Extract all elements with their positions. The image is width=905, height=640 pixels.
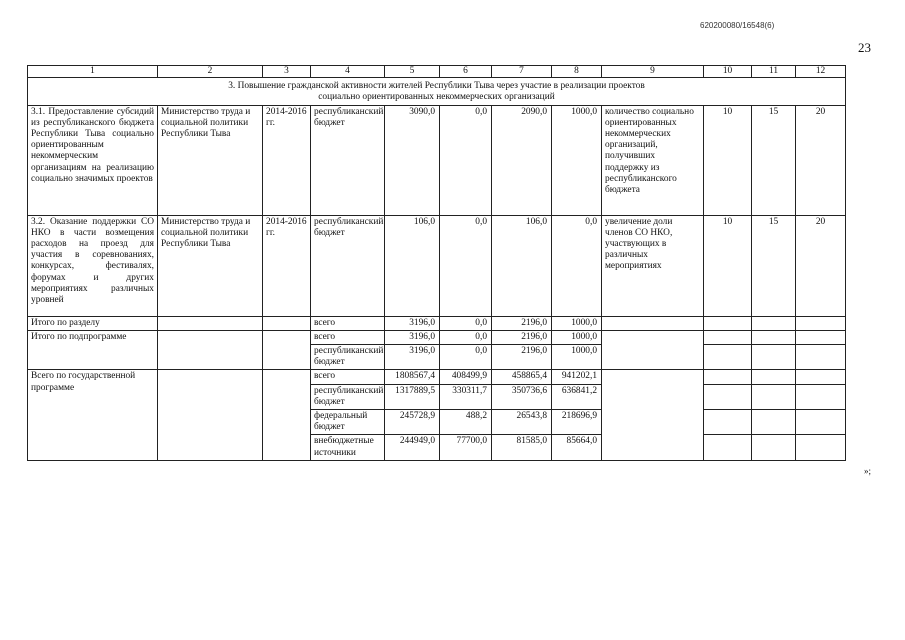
amount-2014: 330311,7 — [440, 384, 492, 409]
amount-2014: 0,0 — [440, 215, 492, 316]
col-header: 11 — [752, 66, 796, 78]
amount-2015: 2196,0 — [492, 345, 552, 370]
amount-2016: 1000,0 — [552, 316, 602, 330]
amount-2016: 636841,2 — [552, 384, 602, 409]
amount-2016: 0,0 — [552, 215, 602, 316]
col-header: 8 — [552, 66, 602, 78]
funding-source: внебюджетные источники — [311, 435, 385, 460]
table-row — [28, 105, 846, 215]
funding-source: всего — [311, 316, 385, 330]
amount-total: 3196,0 — [385, 330, 440, 344]
amount-2014: 0,0 — [440, 345, 492, 370]
column-number-row — [28, 66, 846, 78]
col-header: 3 — [263, 66, 311, 78]
funding-source: республиканский бюджет — [311, 345, 385, 370]
amount-2014: 488,2 — [440, 410, 492, 435]
amount-2016: 218696,9 — [552, 410, 602, 435]
amount-total: 3196,0 — [385, 316, 440, 330]
period: 2014-2016 гг. — [263, 105, 311, 215]
activity-name: 3.2. Оказание поддержки СО НКО в части возмещения расходов на проезд для участия в соревнованиях, конкурсах, фестивалях, форумах и других мероприятиях различных уровней — [28, 215, 158, 316]
funding-source: всего — [311, 330, 385, 344]
amount-2015: 2090,0 — [492, 105, 552, 215]
amount-2016: 1000,0 — [552, 330, 602, 344]
amount-2015: 106,0 — [492, 215, 552, 316]
funding-source: республиканский бюджет — [311, 384, 385, 409]
program-table — [27, 65, 846, 461]
amount-total: 3090,0 — [385, 105, 440, 215]
col-header: 5 — [385, 66, 440, 78]
amount-2015: 2196,0 — [492, 316, 552, 330]
table-row — [28, 330, 846, 344]
amount-2014: 77700,0 — [440, 435, 492, 460]
funding-source: республиканский бюджет — [311, 215, 385, 316]
col-header: 12 — [796, 66, 846, 78]
period: 2014-2016 гг. — [263, 215, 311, 316]
grand-total-label: Всего по государственной программе — [28, 370, 158, 460]
funding-source: федеральный бюджет — [311, 410, 385, 435]
amount-2016: 1000,0 — [552, 345, 602, 370]
table-row — [28, 370, 846, 384]
funding-source: всего — [311, 370, 385, 384]
col-header: 10 — [704, 66, 752, 78]
target-2016: 20 — [796, 105, 846, 215]
amount-2014: 0,0 — [440, 105, 492, 215]
target-2014: 10 — [704, 215, 752, 316]
subtotal-label: Итого по разделу — [28, 316, 158, 330]
amount-total: 106,0 — [385, 215, 440, 316]
amount-total: 3196,0 — [385, 345, 440, 370]
target-2014: 10 — [704, 105, 752, 215]
indicator: количество социально ориентированных некоммерческих организаций, получивших поддержку из республиканского бюджета — [602, 105, 704, 215]
col-header: 2 — [158, 66, 263, 78]
amount-total: 1317889,5 — [385, 384, 440, 409]
amount-2014: 0,0 — [440, 316, 492, 330]
amount-2015: 350736,6 — [492, 384, 552, 409]
amount-total: 244949,0 — [385, 435, 440, 460]
section-title-row — [28, 78, 846, 105]
amount-2016: 85664,0 — [552, 435, 602, 460]
amount-2016: 1000,0 — [552, 105, 602, 215]
funding-source: республиканский бюджет — [311, 105, 385, 215]
table-row — [28, 215, 846, 316]
executor: Министерство труда и социальной политики Республики Тыва — [158, 105, 263, 215]
target-2016: 20 — [796, 215, 846, 316]
amount-total: 245728,9 — [385, 410, 440, 435]
executor: Министерство труда и социальной политики Республики Тыва — [158, 215, 263, 316]
col-header: 1 — [28, 66, 158, 78]
amount-total: 1808567,4 — [385, 370, 440, 384]
amount-2015: 81585,0 — [492, 435, 552, 460]
amount-2015: 458865,4 — [492, 370, 552, 384]
target-2015: 15 — [752, 105, 796, 215]
page-number: 23 — [858, 40, 871, 55]
table-row — [28, 316, 846, 330]
amount-2016: 941202,1 — [552, 370, 602, 384]
amount-2014: 0,0 — [440, 330, 492, 344]
document-number: 620200080/16548(6) — [700, 21, 775, 30]
section-title: 3. Повышение гражданской активности жителей Республики Тыва через участие в реализации проектов социально ориентированных некоммерческих организаций — [28, 78, 846, 105]
target-2015: 15 — [752, 215, 796, 316]
col-header: 6 — [440, 66, 492, 78]
amount-2015: 2196,0 — [492, 330, 552, 344]
closing-quote-mark: »; — [864, 466, 872, 476]
amount-2015: 26543,8 — [492, 410, 552, 435]
col-header: 9 — [602, 66, 704, 78]
amount-2014: 408499,9 — [440, 370, 492, 384]
col-header: 7 — [492, 66, 552, 78]
activity-name: 3.1. Предоставление субсидий из республиканского бюджета Республики Тыва социально ориентированным некоммерческим организациям на реализацию социально значимых проектов — [28, 105, 158, 215]
indicator: увеличение доли членов СО НКО, участвующих в различных мероприятиях — [602, 215, 704, 316]
col-header: 4 — [311, 66, 385, 78]
subtotal-label: Итого по подпрограмме — [28, 330, 158, 370]
